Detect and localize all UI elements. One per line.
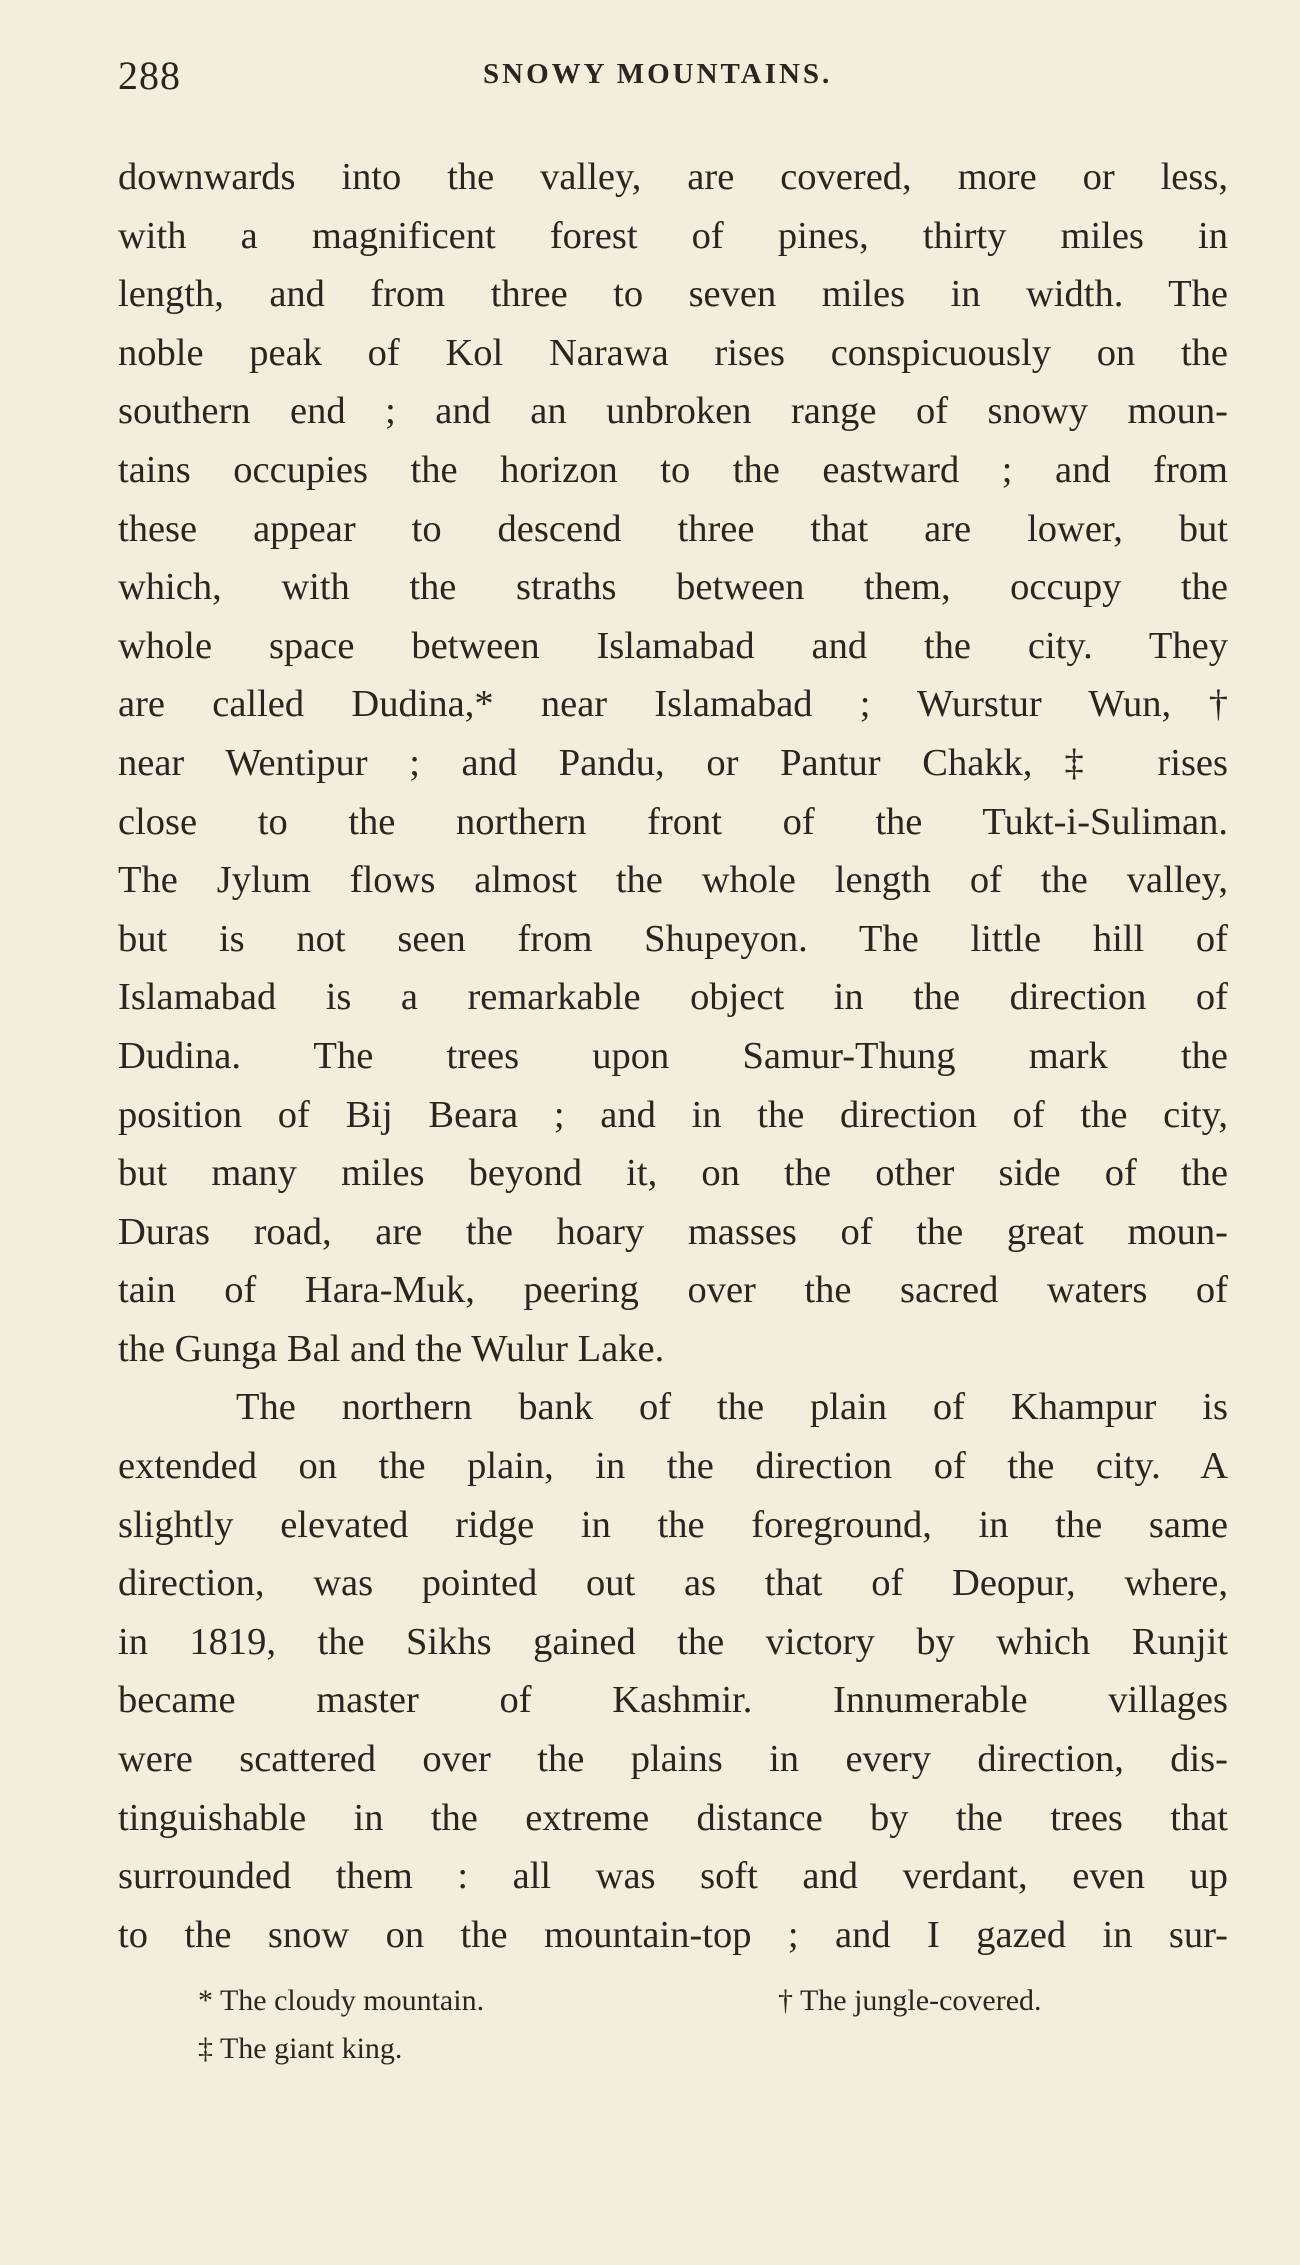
text-line: are called Dudina,* near Islamabad ; Wurstur Wun,† bbox=[118, 683, 1228, 726]
text-line: surrounded them : all was soft and verdant, even up bbox=[118, 1855, 1228, 1898]
text-line: which, with the straths between them, occupy the bbox=[118, 566, 1228, 609]
text-line: noble peak of Kol Narawa rises conspicuously on the bbox=[118, 331, 1228, 374]
text-line: extended on the plain, in the direction of the city. A bbox=[118, 1445, 1228, 1488]
text-line: became master of Kashmir. Innumerable villages bbox=[118, 1679, 1228, 1722]
text-line: position of Bij Beara ; and in the direction of the city, bbox=[118, 1093, 1228, 1136]
text-line: to the snow on the mountain-top ; and I gazed in sur- bbox=[118, 1913, 1228, 1956]
text-line: southern end ; and an unbroken range of snowy moun- bbox=[118, 390, 1228, 433]
paragraph-start-line: The northern bank of the plain of Khampur is bbox=[236, 1386, 1228, 1429]
text-line: length, and from three to seven miles in width. The bbox=[118, 273, 1228, 316]
text-line: downwards into the valley, are covered, more or less, bbox=[118, 156, 1228, 198]
text-line: with a magnificent forest of pines, thirty miles in bbox=[118, 214, 1228, 257]
text-line: in 1819, the Sikhs gained the victory by which Runjit bbox=[118, 1620, 1228, 1663]
footnote-double-dagger: ‡ The giant king. bbox=[198, 2032, 403, 2065]
text-line: tinguishable in the extreme distance by the trees that bbox=[118, 1796, 1228, 1839]
text-line: direction, was pointed out as that of Deopur, where, bbox=[118, 1562, 1228, 1605]
text-line: Dudina. The trees upon Samur-Thung mark the bbox=[118, 1034, 1228, 1077]
text-line: tain of Hara-Muk, peering over the sacred waters of bbox=[118, 1269, 1228, 1312]
text-line: but is not seen from Shupeyon. The little hill of bbox=[118, 917, 1228, 960]
text-line: slightly elevated ridge in the foreground, in the same bbox=[118, 1503, 1228, 1546]
text-line: but many miles beyond it, on the other side of the bbox=[118, 1152, 1228, 1195]
text-line: whole space between Islamabad and the city. They bbox=[118, 624, 1228, 667]
footnote-dagger: † The jungle-covered. bbox=[778, 1984, 1042, 2017]
page-number: 288 bbox=[118, 53, 181, 98]
text-line: were scattered over the plains in every direction, dis- bbox=[118, 1738, 1228, 1781]
text-line: The Jylum flows almost the whole length of the valley, bbox=[118, 859, 1228, 902]
body-text bbox=[118, 148, 1228, 1964]
text-line: close to the northern front of the Tukt-i-Suliman. bbox=[118, 800, 1228, 843]
text-line: the Gunga Bal and the Wulur Lake. bbox=[118, 1327, 665, 1370]
text-line: tains occupies the horizon to the eastward ; and from bbox=[118, 448, 1228, 491]
footnote-asterisk: * The cloudy mountain. bbox=[198, 1984, 485, 2017]
page-header bbox=[118, 52, 1228, 102]
text-line: these appear to descend three that are lower, but bbox=[118, 507, 1228, 550]
text-line: near Wentipur ; and Pandu, or Pantur Chakk,‡ rises bbox=[118, 741, 1228, 784]
text-line: Islamabad is a remarkable object in the direction of bbox=[118, 976, 1228, 1019]
text-line: Duras road, are the hoary masses of the great moun- bbox=[118, 1210, 1228, 1253]
running-head: SNOWY MOUNTAINS. bbox=[483, 58, 833, 90]
